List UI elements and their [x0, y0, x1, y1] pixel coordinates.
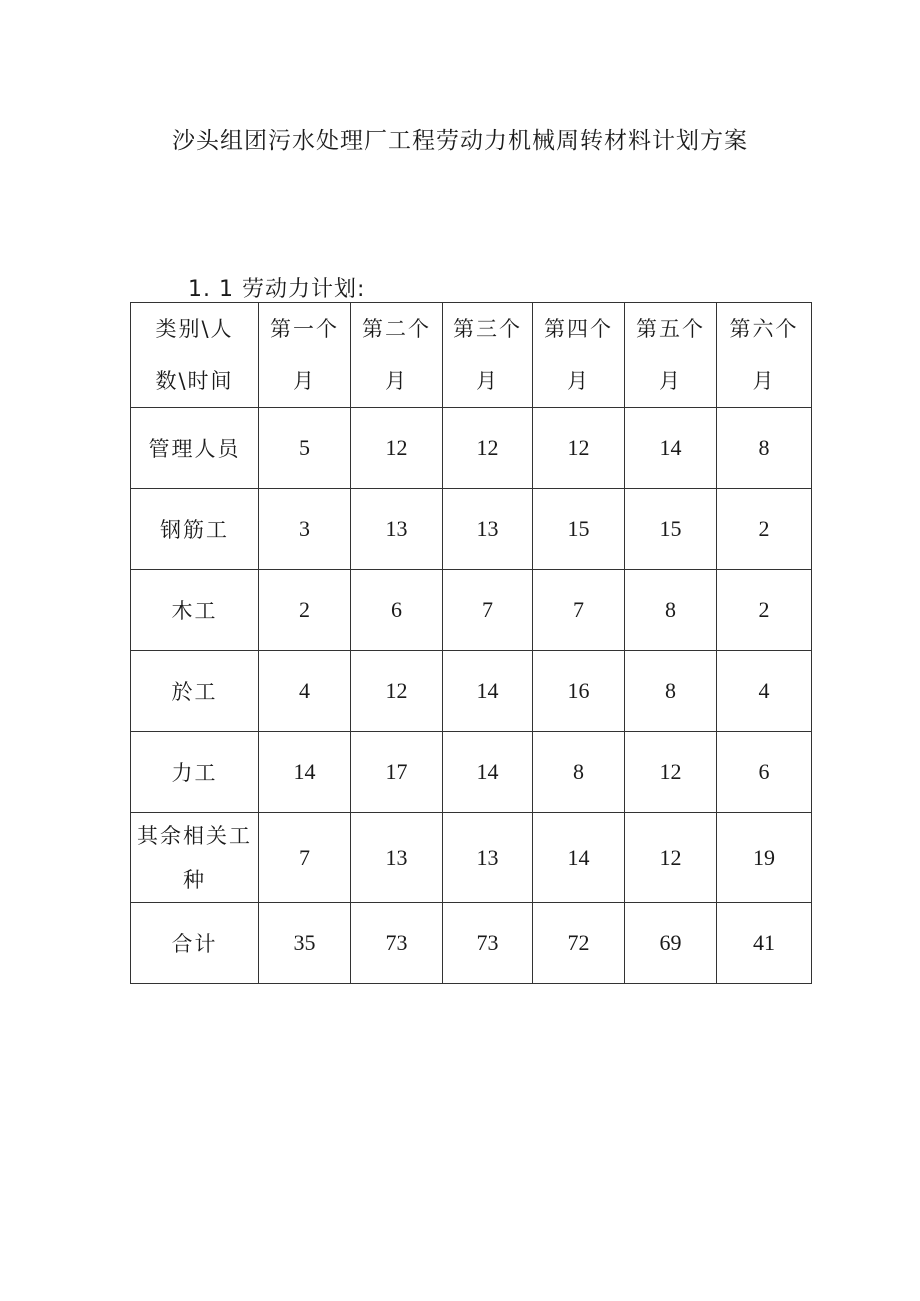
document-title: 沙头组团污水处理厂工程劳动力机械周转材料计划方案 [172, 128, 748, 154]
header-month-line1: 第三个 [453, 317, 522, 341]
header-month-4 [533, 303, 625, 408]
table-cell: 7 [259, 813, 351, 903]
row-category: 於工 [131, 651, 259, 732]
table-cell: 72 [533, 903, 625, 984]
table-cell: 13 [443, 813, 533, 903]
labor-plan-table [130, 302, 812, 984]
header-month-5 [625, 303, 717, 408]
row-category: 合计 [131, 903, 259, 984]
table-row [131, 570, 812, 651]
table-cell: 12 [351, 651, 443, 732]
table-cell: 8 [533, 732, 625, 813]
table-cell: 73 [351, 903, 443, 984]
table-cell: 17 [351, 732, 443, 813]
table-cell: 6 [351, 570, 443, 651]
table-cell: 7 [533, 570, 625, 651]
header-month-6 [717, 303, 812, 408]
row-category: 钢筋工 [131, 489, 259, 570]
row-category: 木工 [131, 570, 259, 651]
header-month-2 [351, 303, 443, 408]
header-month-line1: 第四个 [544, 317, 613, 341]
table-cell: 73 [443, 903, 533, 984]
table-cell: 15 [625, 489, 717, 570]
table-cell: 15 [533, 489, 625, 570]
header-category [131, 303, 259, 408]
table-row [131, 813, 812, 903]
table-cell: 2 [259, 570, 351, 651]
table-cell: 13 [351, 813, 443, 903]
table-cell: 14 [443, 732, 533, 813]
table-row [131, 732, 812, 813]
table-cell: 14 [259, 732, 351, 813]
table-cell: 14 [625, 408, 717, 489]
table-cell: 14 [533, 813, 625, 903]
header-month-line1: 第二个 [362, 317, 431, 341]
table-cell: 7 [443, 570, 533, 651]
header-month-line1: 第一个 [270, 317, 339, 341]
row-category: 管理人员 [131, 408, 259, 489]
header-month-line1: 第六个 [729, 317, 799, 341]
table-cell: 12 [351, 408, 443, 489]
table-cell: 8 [625, 570, 717, 651]
table-cell: 41 [717, 903, 812, 984]
header-month-line2: 月 [659, 369, 682, 393]
table-cell: 6 [717, 732, 812, 813]
table-row-total [131, 903, 812, 984]
table-header-row [131, 303, 812, 408]
table-cell: 5 [259, 408, 351, 489]
table-cell: 12 [625, 813, 717, 903]
table-cell: 19 [717, 813, 812, 903]
table-cell: 12 [625, 732, 717, 813]
table-cell: 13 [351, 489, 443, 570]
table-cell: 4 [717, 651, 812, 732]
header-month-1 [259, 303, 351, 408]
table-cell: 16 [533, 651, 625, 732]
header-month-3 [443, 303, 533, 408]
table-cell: 3 [259, 489, 351, 570]
row-category: 其余相关工种 [131, 813, 259, 903]
header-category-line1: 类别\人 [155, 317, 234, 341]
header-month-line2: 月 [567, 369, 590, 393]
header-month-line2: 月 [385, 369, 408, 393]
table-cell: 69 [625, 903, 717, 984]
table-cell: 12 [533, 408, 625, 489]
section-heading: 1. 1 劳动力计划: [188, 277, 366, 302]
table-cell: 8 [717, 408, 812, 489]
table-cell: 8 [625, 651, 717, 732]
table-cell: 2 [717, 570, 812, 651]
table-cell: 2 [717, 489, 812, 570]
table-cell: 12 [443, 408, 533, 489]
table-row [131, 489, 812, 570]
table-row [131, 408, 812, 489]
table-cell: 13 [443, 489, 533, 570]
table-cell: 35 [259, 903, 351, 984]
table-cell: 14 [443, 651, 533, 732]
header-category-line2: 数\时间 [155, 369, 234, 393]
header-month-line2: 月 [476, 369, 499, 393]
header-month-line2: 月 [293, 369, 316, 393]
row-category: 力工 [131, 732, 259, 813]
table-cell: 4 [259, 651, 351, 732]
header-month-line2: 月 [752, 369, 776, 393]
table-row [131, 651, 812, 732]
header-month-line1: 第五个 [636, 317, 705, 341]
